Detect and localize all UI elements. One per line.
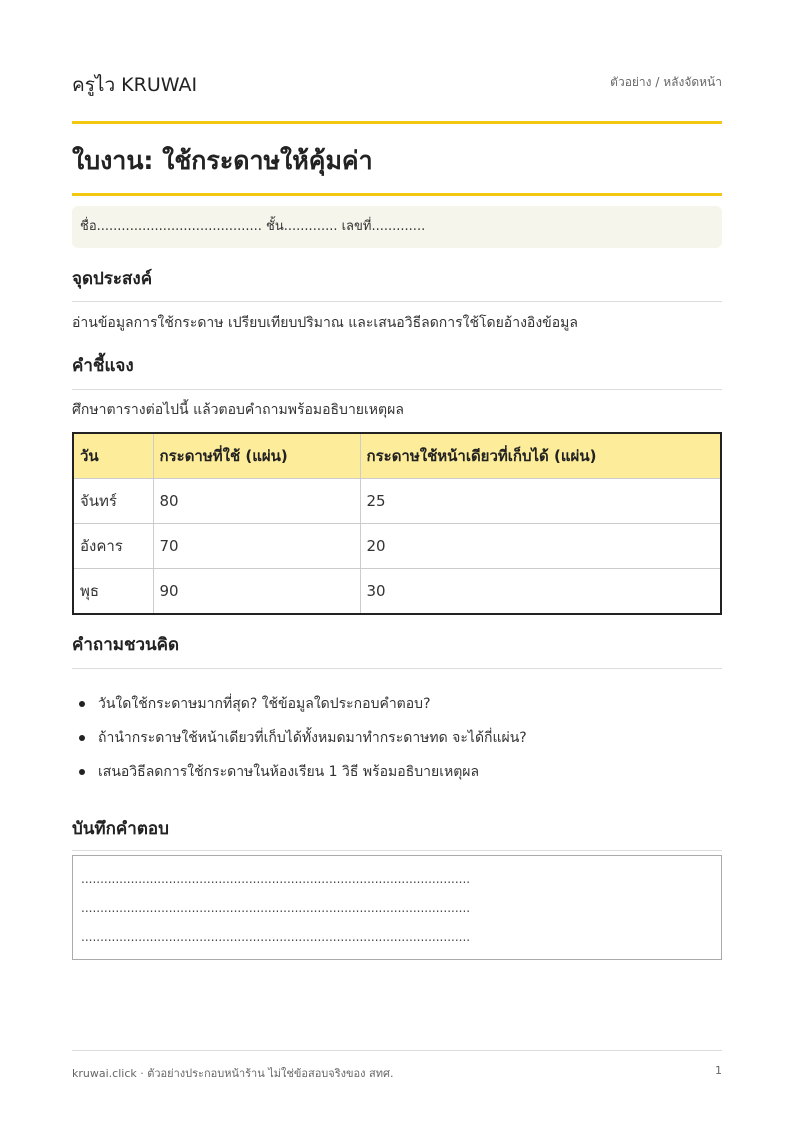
student-info-box [72,206,722,248]
questions-divider [72,668,722,669]
table-row [73,479,721,524]
list-item [72,724,722,758]
breadcrumb[interactable]: ตัวอย่าง / หลังจัดหน้า [610,75,722,89]
answers-divider [72,850,722,851]
cell-paper-used: 80 [153,479,360,524]
instructions-heading: คำชี้แจง [72,356,134,376]
objective-heading: จุดประสงค์ [72,269,153,289]
cell-day: พุธ [73,569,153,615]
questions-heading: คำถามชวนคิด [72,635,180,655]
page-title: ใบงาน: ใช้กระดาษให้คุ้มค่า [72,146,373,175]
answer-line: ...................................................................................................... [81,901,471,915]
cell-day: จันทร์ [73,479,153,524]
page-header [72,66,722,102]
table-header-row [73,433,721,479]
answer-line: ...................................................................................................... [81,930,471,944]
list-item [72,758,722,792]
question-text: วันใดใช้กระดาษมากที่สุด? ใช้ข้อมูลใดประกอบคำตอบ? [98,696,431,712]
question-text: เสนอวิธีลดการใช้กระดาษในห้องเรียน 1 วิธี พร้อมอธิบายเหตุผล [98,764,480,780]
footer-divider [72,1050,722,1051]
student-info-line: ชื่อ........................................ ชั้น............. เลขที่............. [80,219,426,234]
cell-single-side-kept: 30 [360,569,721,615]
instructions-divider [72,389,722,390]
bullet-icon [79,769,85,775]
cell-single-side-kept: 25 [360,479,721,524]
instructions-text: ศึกษาตารางต่อไปนี้ แล้วตอบคำถามพร้อมอธิบายเหตุผล [72,402,404,418]
header-single-side-kept: กระดาษใช้หน้าเดียวที่เก็บได้ (แผ่น) [360,433,721,479]
cell-paper-used: 70 [153,524,360,569]
table-row [73,524,721,569]
title-bottom-divider [72,193,722,196]
paper-usage-table [72,432,722,615]
cell-single-side-kept: 20 [360,524,721,569]
header-paper-used: กระดาษที่ใช้ (แผ่น) [153,433,360,479]
answers-heading: บันทึกคำตอบ [72,819,169,839]
page-footer [72,1064,722,1082]
bullet-icon [79,735,85,741]
title-top-divider [72,121,722,124]
answer-line: ...................................................................................................... [81,872,471,886]
objective-divider [72,301,722,302]
footer-note: kruwai.click · ตัวอย่างประกอบหน้าร้าน ไม่ใช่ข้อสอบจริงของ สทศ. [72,1067,394,1080]
cell-day: อังคาร [73,524,153,569]
header-day: วัน [73,433,153,479]
answer-box[interactable] [72,855,722,960]
objective-text: อ่านข้อมูลการใช้กระดาษ เปรียบเทียบปริมาณ และเสนอวิธีลดการใช้โดยอ้างอิงข้อมูล [72,315,578,331]
page-number: 1 [715,1064,722,1077]
bullet-icon [79,701,85,707]
list-item [72,690,722,724]
table-row [73,569,721,615]
question-text: ถ้านำกระดาษใช้หน้าเดียวที่เก็บได้ทั้งหมดมาทำกระดาษทด จะได้กี่แผ่น? [98,730,527,746]
question-list [72,690,722,792]
brand-logo-text[interactable]: ครูไว KRUWAI [72,74,198,96]
cell-paper-used: 90 [153,569,360,615]
